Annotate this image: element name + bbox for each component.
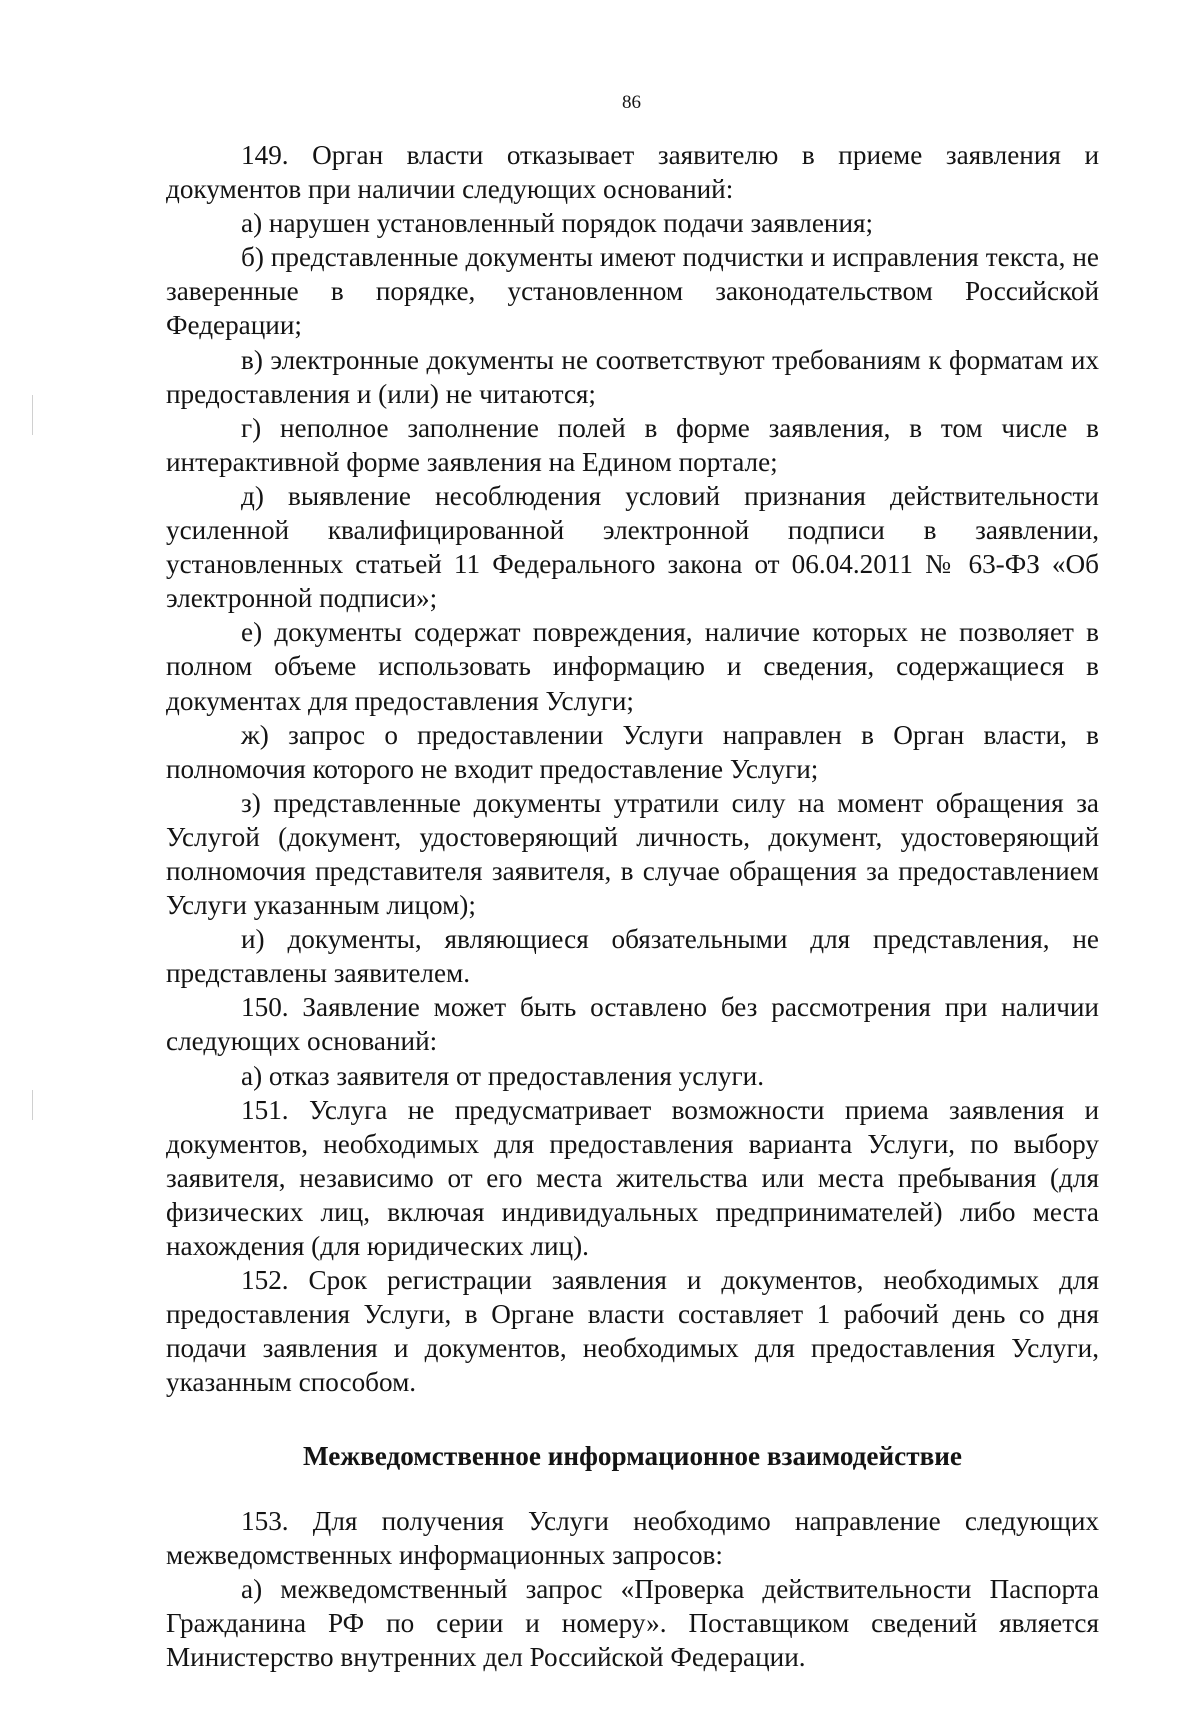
- paragraph-149-g: г) неполное заполнение полей в форме заявления, в том числе в интерактивной форме заявления на Едином портале;: [166, 412, 1099, 477]
- page-number: 86: [622, 92, 641, 113]
- paragraph-150: 150. Заявление может быть оставлено без рассмотрения при наличии следующих оснований:: [166, 992, 1099, 1057]
- paragraph-149-d: д) выявление несоблюдения условий признания действительности усиленной квалифицированной электронной подписи в заявлении, установленных статьей 11 Федерального закона от 06.04.2011 № 63-ФЗ «Об электронной подписи»;: [166, 480, 1099, 614]
- paragraph-153-a: а) межведомственный запрос «Проверка действительности Паспорта Гражданина РФ по серии и номеру». Поставщиком сведений является Министерство внутренних дел Российской Федерации.: [166, 1573, 1099, 1672]
- paragraph-151: 151. Услуга не предусматривает возможности приема заявления и документов, необходимых для предоставления варианта Услуги, по выбору заявителя, независимо от его места жительства или места пребывания (для физических лиц, включая индивидуальных предпринимателей) либо места нахождения (для юридических лиц).: [166, 1094, 1099, 1261]
- paragraph-149-z: з) представленные документы утратили силу на момент обращения за Услугой (документ, удостоверяющий личность, документ, удостоверяющий полномочия представителя заявителя, в случае обращения за предоставлением Услуги указанным лицом);: [166, 787, 1099, 921]
- paragraph-149-a: а) нарушен установленный порядок подачи заявления;: [241, 208, 874, 239]
- paragraph-152: 152. Срок регистрации заявления и документов, необходимых для предоставления Услуги, в Органе власти составляет 1 рабочий день со дня подачи заявления и документов, необходимых для предоставления Услуги, указанным способом.: [166, 1265, 1099, 1398]
- paragraph-149-v: в) электронные документы не соответствуют требованиям к форматам их предоставления и (или) не читаются;: [166, 344, 1099, 409]
- paragraph-149-b: б) представленные документы имеют подчистки и исправления текста, не заверенные в порядке, установленном законодательством Российской Федерации;: [166, 242, 1099, 341]
- paragraph-149: 149. Орган власти отказывает заявителю в приеме заявления и документов при наличии следующих оснований:: [166, 140, 1099, 205]
- scan-margin-mark: [32, 395, 33, 435]
- document-body: [166, 138, 1099, 1674]
- paragraph-150-a: а) отказ заявителя от предоставления услуги.: [241, 1060, 765, 1091]
- paragraph-153: 153. Для получения Услуги необходимо направление следующих межведомственных информационных запросов:: [166, 1505, 1099, 1570]
- paragraph-149-i: и) документы, являющиеся обязательными для представления, не представлены заявителем.: [166, 924, 1099, 989]
- scan-margin-mark: [32, 1090, 33, 1120]
- paragraph-149-e: е) документы содержат повреждения, наличие которых не позволяет в полном объеме использовать информацию и сведения, содержащиеся в документах для предоставления Услуги;: [166, 617, 1099, 716]
- section-heading: Межведомственное информационное взаимодействие: [302, 1441, 963, 1472]
- paragraph-149-zh: ж) запрос о предоставлении Услуги направлен в Орган власти, в полномочия которого не входит предоставление Услуги;: [166, 719, 1099, 784]
